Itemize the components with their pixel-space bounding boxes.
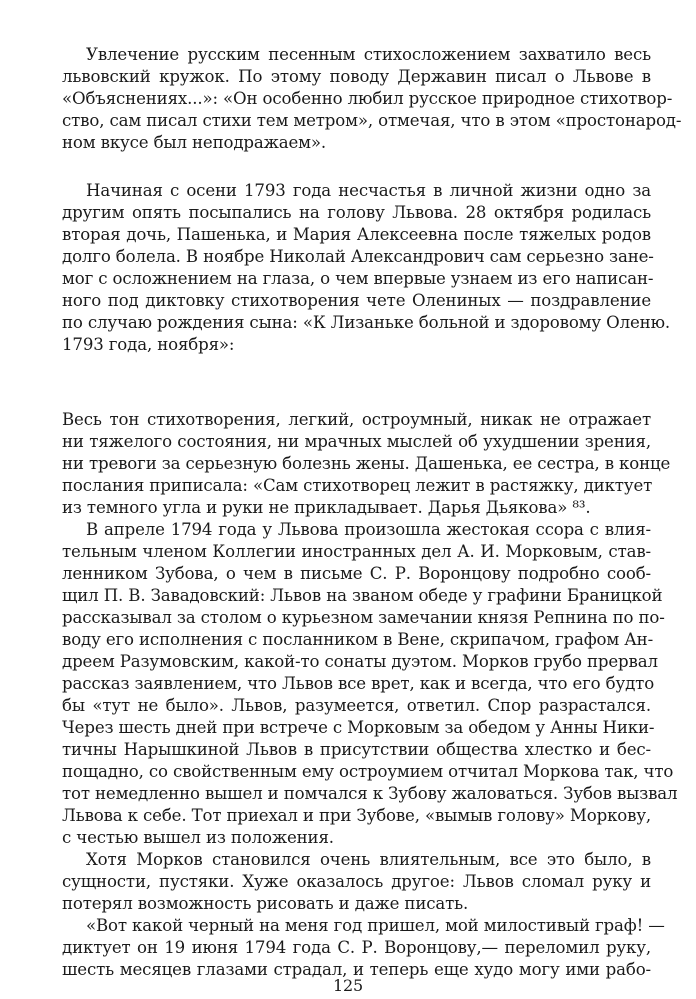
text-line: пощадно, со свойственным ему остроумием отчитал Моркова так, что [62,762,674,781]
text-line: ленником Зубова, о чем в письме С. Р. Воронцову подробно сооб- [62,564,651,583]
text-line: «Объяснениях...»: «Он особенно любил русское природное стихотвор- [62,89,673,108]
text-line: диктует он 19 июня 1794 года С. Р. Воронцову,— переломил руку, [62,938,651,957]
text-line: Начиная с осени 1793 года несчастья в личной жизни одно за [86,181,651,200]
text-line: 1793 года, ноября»: [62,335,235,354]
text-line: шесть месяцев глазами страдал, и теперь еще худо могу ими рабо- [62,960,651,979]
text-line: ном вкусе был неподражаем». [62,133,327,152]
text-line: потерял возможность рисовать и даже писать. [62,894,469,913]
text-line: дреем Разумовским, какой-то сонаты дуэтом. Морков грубо прервал [62,652,658,671]
text-line: воду его исполнения с посланником в Вене, скрипачом, графом Ан- [62,630,654,649]
text-line: В апреле 1794 года у Львова произошла жестокая ссора с влия- [86,520,651,539]
text-line: ни тяжелого состояния, ни мрачных мыслей об ухудшении зрения, [62,432,651,451]
text-line: с честью вышел из положения. [62,828,334,847]
text-line: Хотя Морков становился очень влиятельным, все это было, в [86,850,651,869]
text-line: ни тревоги за серьезную болезнь жены. Дашенька, ее сестра, в конце [62,454,671,473]
text-line: ство, сам писал стихи тем метром», отмечая, что в этом «простонарод- [62,111,682,130]
text-line: щил П. В. Завадовский: Львов на званом обеде у графини Браницкой [62,586,663,605]
text-line: Весь тон стихотворения, легкий, остроумный, никак не отражает [62,410,651,429]
text-line: долго болела. В ноябре Николай Александрович сам серьезно зане- [62,247,654,266]
text-line: рассказ заявлением, что Львов все врет, как и всегда, что его будто [62,674,655,693]
text-line: тельным членом Коллегии иностранных дел А. И. Морковым, став- [62,542,651,561]
text-line: бы «тут не было». Львов, разумеется, ответил. Спор разрастался. [62,696,651,715]
text-line: львовский кружок. По этому поводу Державин писал о Львове в [62,67,651,86]
text-line: другим опять посыпались на голову Львова. 28 октября родилась [62,203,651,222]
text-line: «Вот какой черный на меня год пришел, мой милостивый граф! — [86,916,665,935]
page-number: 125 [332,976,364,995]
text-line: Львова к себе. Тот приехал и при Зубове, «вымыв голову» Моркову, [62,806,652,825]
text-line: сущности, пустяки. Хуже оказалось другое: Львов сломал руку и [62,872,651,891]
text-line: ного под диктовку стихотворения чете Олениных — поздравление [62,291,651,310]
text-line: из темного угла и руки не прикладывает. Дарья Дьякова» ⁸³. [62,498,591,517]
text-line: мог с осложнением на глаза, о чем впервые узнаем из его написан- [62,269,654,288]
text-line: по случаю рождения сына: «К Лизаньке больной и здоровому Оленю. [62,313,671,332]
text-line: Увлечение русским песенным стихосложением захватило весь [86,45,651,64]
text-line: тичны Нарышкиной Львов в присутствии общества хлестко и бес- [62,740,651,759]
text-line: Через шесть дней при встрече с Морковым за обедом у Анны Ники- [62,718,655,737]
text-line: рассказывал за столом о курьезном замечании князя Репнина по по- [62,608,665,627]
text-line: вторая дочь, Пашенька, и Мария Алексеевна после тяжелых родов [62,225,651,244]
text-line: послания приписала: «Сам стихотворец лежит в растяжку, диктует [62,476,653,495]
text-line: тот немедленно вышел и помчался к Зубову жаловаться. Зубов вызвал [62,784,678,803]
